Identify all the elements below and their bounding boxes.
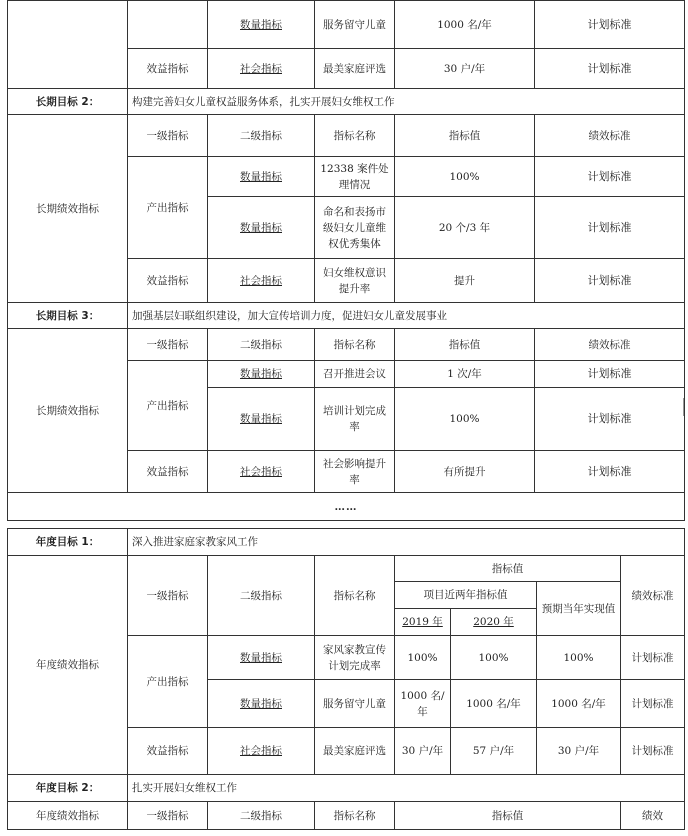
standard-cell: 计划标准 bbox=[535, 361, 685, 388]
indicator-name: 服务留守儿童 bbox=[315, 680, 395, 728]
l2-cell: 数量指标 bbox=[208, 1, 315, 49]
standard-cell: 计划标准 bbox=[535, 197, 685, 259]
goal-row bbox=[8, 529, 685, 556]
value-expected: 100% bbox=[537, 636, 621, 680]
long-term-table bbox=[7, 0, 685, 521]
goal-label: 长期目标 3： bbox=[8, 303, 128, 329]
standard-cell: 计划标准 bbox=[535, 1, 685, 49]
header-l2: 二级指标 bbox=[208, 802, 315, 830]
goal-text: 构建完善妇女儿童权益服务体系，扎实开展妇女维权工作 bbox=[128, 89, 685, 115]
header-value: 指标值 bbox=[395, 115, 535, 157]
value-2020: 100% bbox=[451, 636, 537, 680]
header-l1: 一级指标 bbox=[128, 556, 208, 636]
standard-cell: 计划标准 bbox=[535, 259, 685, 303]
l2-cell: 数量指标 bbox=[208, 361, 315, 388]
header-value: 指标值 bbox=[395, 802, 621, 830]
header-standard: 绩效标准 bbox=[621, 556, 685, 636]
header-name: 指标名称 bbox=[315, 802, 395, 830]
goal-text: 扎实开展妇女维权工作 bbox=[128, 775, 685, 802]
l2-cell: 数量指标 bbox=[208, 636, 315, 680]
l1-cell: 产出指标 bbox=[128, 361, 208, 451]
header-row bbox=[8, 115, 685, 157]
goal-text: 深入推进家庭家教家风工作 bbox=[128, 529, 685, 556]
l1-cell: 效益指标 bbox=[128, 728, 208, 775]
goal-text: 加强基层妇联组织建设，加大宣传培训力度，促进妇女儿童发展事业 bbox=[128, 303, 685, 329]
header-l2: 二级指标 bbox=[208, 329, 315, 361]
l2-cell: 数量指标 bbox=[208, 680, 315, 728]
l2-cell: 社会指标 bbox=[208, 451, 315, 493]
header-l1: 一级指标 bbox=[128, 329, 208, 361]
header-l2: 二级指标 bbox=[208, 556, 315, 636]
indicator-name: 社会影响提升率 bbox=[315, 451, 395, 493]
goal-label: 年度目标 1： bbox=[8, 529, 128, 556]
l2-cell: 数量指标 bbox=[208, 388, 315, 451]
header-standard: 绩效标准 bbox=[535, 329, 685, 361]
header-name: 指标名称 bbox=[315, 115, 395, 157]
table-row bbox=[8, 1, 685, 49]
value-expected: 30 户/年 bbox=[537, 728, 621, 775]
header-value: 指标值 bbox=[395, 329, 535, 361]
goal-row bbox=[8, 89, 685, 115]
standard-cell: 计划标准 bbox=[621, 636, 685, 680]
l1-cell: 效益指标 bbox=[128, 451, 208, 493]
goal-row bbox=[8, 775, 685, 802]
indicator-name: 服务留守儿童 bbox=[315, 1, 395, 49]
indicator-value: 100% bbox=[395, 388, 535, 451]
page-edge-marker bbox=[683, 398, 684, 416]
l2-cell: 数量指标 bbox=[208, 197, 315, 259]
indicator-name: 培训计划完成率 bbox=[315, 388, 395, 451]
header-l1: 一级指标 bbox=[128, 802, 208, 830]
cell-blank bbox=[128, 1, 208, 49]
value-expected: 1000 名/年 bbox=[537, 680, 621, 728]
header-name: 指标名称 bbox=[315, 556, 395, 636]
value-2020: 57 户/年 bbox=[451, 728, 537, 775]
standard-cell: 计划标准 bbox=[535, 451, 685, 493]
goal-label: 年度目标 2： bbox=[8, 775, 128, 802]
header-year-2020: 2020 年 bbox=[451, 609, 537, 636]
header-standard: 绩效 bbox=[621, 802, 685, 830]
indicator-value: 30 户/年 bbox=[395, 49, 535, 89]
indicator-value: 1 次/年 bbox=[395, 361, 535, 388]
cell-blank bbox=[8, 1, 128, 89]
side-label: 年度绩效指标 bbox=[8, 802, 128, 830]
value-2019: 30 户/年 bbox=[395, 728, 451, 775]
l2-cell: 社会指标 bbox=[208, 49, 315, 89]
goal-row bbox=[8, 303, 685, 329]
l1-cell: 效益指标 bbox=[128, 49, 208, 89]
header-expected: 预期当年实现值 bbox=[537, 582, 621, 636]
header-row bbox=[8, 802, 685, 830]
indicator-value: 1000 名/年 bbox=[395, 1, 535, 49]
value-2019: 1000 名/年 bbox=[395, 680, 451, 728]
header-l1: 一级指标 bbox=[128, 115, 208, 157]
annual-table bbox=[7, 528, 685, 830]
standard-cell: 计划标准 bbox=[535, 49, 685, 89]
header-row bbox=[8, 556, 685, 582]
side-label: 长期绩效指标 bbox=[8, 115, 128, 303]
indicator-value: 有所提升 bbox=[395, 451, 535, 493]
header-year-2019: 2019 年 bbox=[395, 609, 451, 636]
standard-cell: 计划标准 bbox=[535, 157, 685, 197]
ellipsis: …… bbox=[8, 493, 685, 521]
indicator-name: 家风家教宣传计划完成率 bbox=[315, 636, 395, 680]
l2-cell: 数量指标 bbox=[208, 157, 315, 197]
header-name: 指标名称 bbox=[315, 329, 395, 361]
side-label: 年度绩效指标 bbox=[8, 556, 128, 775]
indicator-name: 12338 案件处理情况 bbox=[315, 157, 395, 197]
header-row bbox=[8, 329, 685, 361]
ellipsis-row bbox=[8, 493, 685, 521]
standard-cell: 计划标准 bbox=[621, 680, 685, 728]
value-2019: 100% bbox=[395, 636, 451, 680]
indicator-name: 命名和表扬市级妇女儿童维权优秀集体 bbox=[315, 197, 395, 259]
indicator-name: 召开推进会议 bbox=[315, 361, 395, 388]
header-standard: 绩效标准 bbox=[535, 115, 685, 157]
standard-cell: 计划标准 bbox=[621, 728, 685, 775]
header-value: 指标值 bbox=[395, 556, 621, 582]
indicator-name: 最美家庭评选 bbox=[315, 49, 395, 89]
header-l2: 二级指标 bbox=[208, 115, 315, 157]
value-2020: 1000 名/年 bbox=[451, 680, 537, 728]
l1-cell: 产出指标 bbox=[128, 157, 208, 259]
indicator-value: 100% bbox=[395, 157, 535, 197]
indicator-name: 最美家庭评选 bbox=[315, 728, 395, 775]
indicator-value: 提升 bbox=[395, 259, 535, 303]
goal-label: 长期目标 2： bbox=[8, 89, 128, 115]
indicator-name: 妇女维权意识提升率 bbox=[315, 259, 395, 303]
indicator-value: 20 个/3 年 bbox=[395, 197, 535, 259]
standard-cell: 计划标准 bbox=[535, 388, 685, 451]
l2-cell: 社会指标 bbox=[208, 728, 315, 775]
l1-cell: 产出指标 bbox=[128, 636, 208, 728]
l1-cell: 效益指标 bbox=[128, 259, 208, 303]
side-label: 长期绩效指标 bbox=[8, 329, 128, 493]
header-recent: 项目近两年指标值 bbox=[395, 582, 537, 609]
l2-cell: 社会指标 bbox=[208, 259, 315, 303]
